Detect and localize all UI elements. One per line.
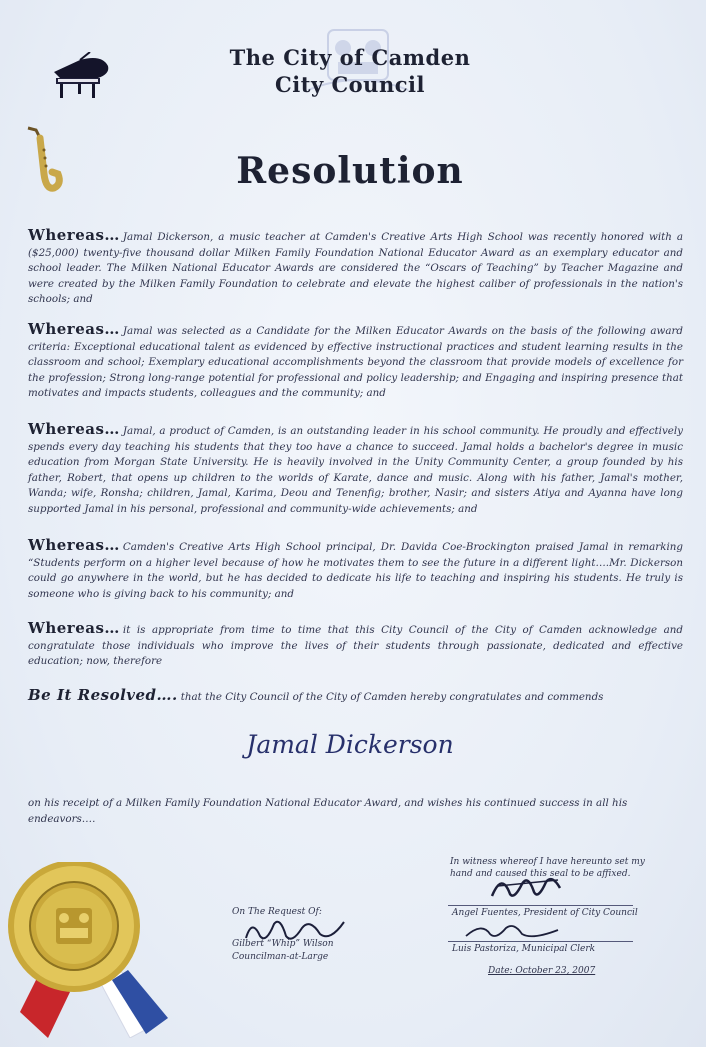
councilman-name: Gilbert “Whip” Wilson — [232, 939, 334, 949]
witness-statement: In witness whereof I have hereunto set my hand and caused this seal to be affixed. — [450, 857, 645, 879]
saxophone-icon — [22, 124, 66, 196]
closing-text: on his receipt of a Milken Family Foundation National Educator Award, and wishes his continued success in all his endeavors…. — [28, 797, 628, 825]
document-heading: Resolution — [236, 150, 464, 192]
whereas-lead: Whereas… — [28, 320, 120, 338]
paragraph-text: Camden's Creative Arts High School principal, Dr. Davida Coe-Brockington praised Jamal in remarking “Students perform on a higher level because of how he motivates them to see the future in a different light….Mr. Dickerson could go anywhere in the world, but he has decided to dedicate his life to teaching and inspiring his students. He truly is someone who is giving back to his community; and — [28, 541, 683, 600]
clerk-signature-line — [448, 941, 633, 942]
whereas-lead: Whereas… — [28, 226, 120, 244]
resolution-date: Date: October 23, 2007 — [488, 966, 596, 976]
whereas-paragraph-3 — [28, 422, 683, 518]
paragraph-text: Jamal, a product of Camden, is an outstanding leader in his school community. He proudly and effectively spends every day teaching his students that they too have a chance to succeed. Jamal holds a bachelor's degree in music education from Morgan State University. He is heavily involved in the Unity Community Center, a group founded by his father, Robert, that opens up children to the worlds of Karate, dance and music. Along with his father, Jamal's mother, Wanda; wife, Ronsha; children, Jamal, Karima, Deou and Tenenfig; brother, Nasir; and sisters Atiya and Ayanna have long supported Jamal in his personal, professional and community-wide achievements; and — [28, 425, 683, 515]
city-title — [200, 44, 500, 98]
councilman-title: Councilman-at-Large — [232, 952, 329, 962]
resolved-lead: Be It Resolved…. — [28, 686, 178, 704]
whereas-lead: Whereas… — [28, 536, 120, 554]
president-signature-line — [448, 905, 633, 906]
clerk-caption: Luis Pastoriza, Municipal Clerk — [452, 944, 596, 954]
paragraph-text: Jamal was selected as a Candidate for the Milken Educator Awards on the basis of the following award criteria: Exceptional educational talent as evidenced by effective instructional practices and student learning results in the classroom and school; Exemplary educational accomplishments beyond the classroom that provide models of excellence for the profession; Strong long-range potential for professional and policy leadership; and Engaging and inspiring presence that motivates and impacts students, colleagues and the community; and — [28, 325, 683, 400]
paragraph-text: it is appropriate from time to time that this City Council of the City of Camden acknowledge and congratulate those individuals who improve the lives of their students through passionate, dedicated and effective education; now, therefore — [28, 624, 683, 668]
paragraph-text: Jamal Dickerson, a music teacher at Camden's Creative Arts High School was recently honored with a ($25,000) twenty-five thousand dollar Milken Family Foundation National Educator Award as an exemplary educator and school leader. The Milken National Educator Awards are considered the “Oscars of Teaching” by Teacher Magazine and were created by the Milken Family Foundation to celebrate and elevate the highest caliber of professionals in the nation's schools; and — [28, 231, 683, 306]
whereas-lead: Whereas… — [28, 420, 120, 438]
resolved-text: that the City Council of the City of Camden hereby congratulates and commends — [180, 691, 604, 703]
request-label: On The Request Of: — [232, 907, 322, 917]
president-signature-icon — [488, 870, 568, 904]
city-name-line: The City of Camden — [229, 45, 471, 70]
whereas-paragraph-4 — [28, 538, 683, 602]
whereas-paragraph-5 — [28, 621, 683, 670]
resolved-clause — [28, 686, 683, 704]
whereas-paragraph-2 — [28, 322, 683, 402]
council-name-line: City Council — [275, 72, 425, 97]
whereas-paragraph-1 — [28, 228, 683, 308]
clerk-signature-icon — [462, 920, 562, 942]
whereas-lead: Whereas… — [28, 619, 120, 637]
city-seal-icon — [0, 862, 180, 1038]
honoree-name: Jamal Dickerson — [246, 730, 454, 759]
president-caption: Angel Fuentes, President of City Council — [452, 908, 638, 918]
grand-piano-icon — [50, 52, 112, 102]
